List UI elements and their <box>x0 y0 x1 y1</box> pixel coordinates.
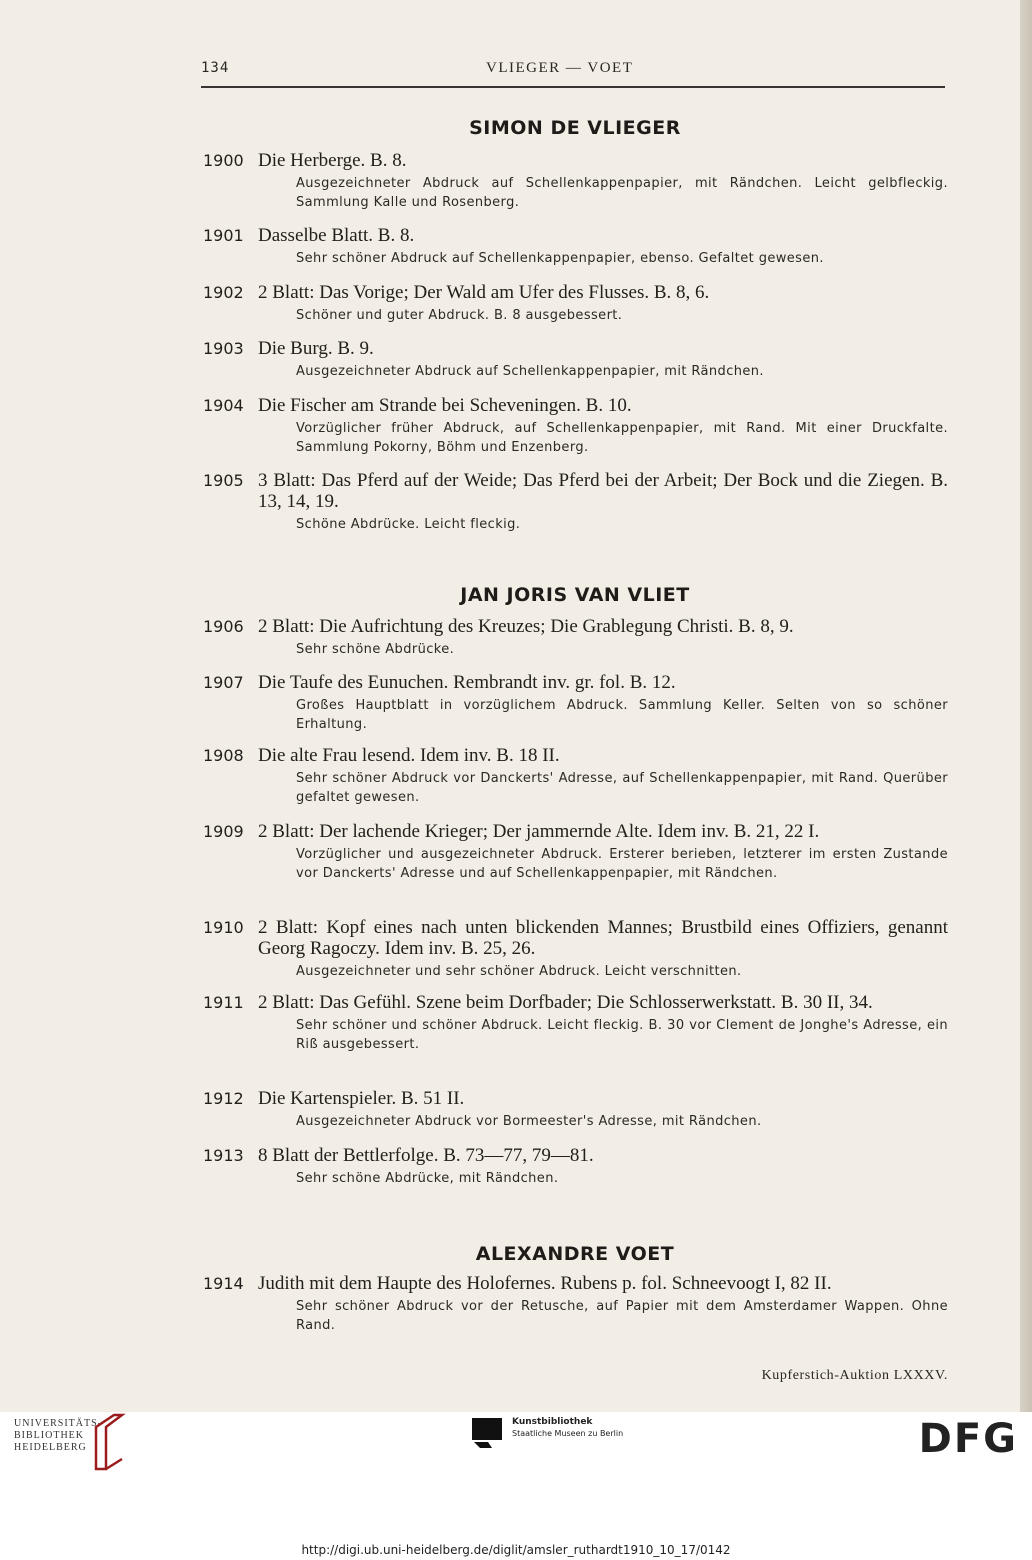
lot-note: Schöner und guter Abdruck. B. 8 ausgebessert. <box>296 308 623 323</box>
page-header <box>201 60 945 82</box>
auction-footer-note: Kupferstich-Auktion LXXXV. <box>761 1368 948 1383</box>
section-heading-van-vliet: JAN JORIS VAN VLIET <box>460 584 690 606</box>
lot-note: Sehr schöne Abdrücke. <box>296 642 455 657</box>
lot-title: 2 Blatt: Die Aufrichtung des Kreuzes; Die Grablegung Christi. B. 8, 9. <box>258 616 794 637</box>
lot-title: 8 Blatt der Bettlerfolge. B. 73—77, 79—81. <box>258 1145 594 1166</box>
lot-number: 1910 <box>203 918 244 937</box>
lot-title: Die Fischer am Strande bei Scheveningen. B. 10. <box>258 395 632 416</box>
lot-title: 2 Blatt: Das Gefühl. Szene beim Dorfbader; Die Schlosserwerkstatt. B. 30 II, 34. <box>258 992 873 1013</box>
lot-entry <box>203 1273 948 1335</box>
section-heading-voet: ALEXANDRE VOET <box>475 1243 675 1265</box>
page-number: 134 <box>201 60 230 76</box>
lot-entry <box>203 992 948 1054</box>
university-line: UNIVERSITÄTS- <box>14 1418 102 1429</box>
lot-note: Ausgezeichneter Abdruck auf Schellenkappenpapier, mit Rändchen. <box>296 364 764 379</box>
kunstbibliothek-name: Kunstbibliothek <box>512 1417 593 1427</box>
lot-title: Die Taufe des Eunuchen. Rembrandt inv. gr. fol. B. 12. <box>258 672 676 693</box>
lot-entry <box>203 672 948 734</box>
lot-note: Vorzüglicher früher Abdruck, auf Schellenkappenpapier, mit Rand. Mit einer Druckfalte. Sammlung Pokorny, Böhm und Enzenberg. <box>296 421 948 455</box>
university-library-text <box>14 1418 102 1454</box>
lot-note: Sehr schöner Abdruck auf Schellenkappenpapier, ebenso. Gefaltet gewesen. <box>296 251 824 266</box>
lot-number: 1906 <box>203 617 244 636</box>
lot-title: 2 Blatt: Kopf eines nach unten blickenden Mannes; Brustbild eines Offiziers, genannt Georg Ragoczy. Idem inv. B. 25, 26. <box>258 917 948 959</box>
lot-entry <box>203 616 948 659</box>
lot-number: 1913 <box>203 1146 244 1165</box>
lot-note: Schöne Abdrücke. Leicht fleckig. <box>296 517 521 532</box>
lot-note: Ausgezeichneter und sehr schöner Abdruck. Leicht verschnitten. <box>296 964 742 979</box>
running-title: VLIEGER — VOET <box>486 60 634 76</box>
lot-number: 1901 <box>203 226 244 245</box>
lot-entry <box>203 821 948 883</box>
header-rule <box>201 86 945 88</box>
kunstbibliothek-text <box>512 1416 623 1440</box>
lot-entry <box>203 225 948 268</box>
lot-entry <box>203 1145 948 1188</box>
lot-note: Sehr schöner Abdruck vor Danckerts' Adresse, auf Schellenkappenpapier, mit Rand. Querüber gefaltet gewesen. <box>296 771 948 805</box>
source-url[interactable]: http://digi.ub.uni-heidelberg.de/diglit/amsler_ruthardt1910_10_17/0142 <box>301 1543 731 1557</box>
lot-number: 1908 <box>203 746 244 765</box>
lot-note: Ausgezeichneter Abdruck auf Schellenkappenpapier, mit Rändchen. Leicht gelbfleckig. Sammlung Kalle und Rosenberg. <box>296 176 948 210</box>
lot-entry <box>203 150 948 212</box>
kunstbibliothek-subtitle: Staatliche Museen zu Berlin <box>512 1429 624 1438</box>
university-line: BIBLIOTHEK <box>14 1430 84 1441</box>
lot-number: 1911 <box>203 993 244 1012</box>
dfg-logo: DFG <box>918 1416 1018 1462</box>
lot-entry <box>203 917 948 981</box>
lot-number: 1902 <box>203 283 244 302</box>
lot-title: Die alte Frau lesend. Idem inv. B. 18 II. <box>258 745 560 766</box>
lot-number: 1904 <box>203 396 244 415</box>
lot-note: Vorzüglicher und ausgezeichneter Abdruck. Ersterer berieben, letzterer im ersten Zustande vor Danckerts' Adresse und auf Schellenkappenpapier, mit Rändchen. <box>296 847 948 881</box>
lot-number: 1907 <box>203 673 244 692</box>
lot-title: 2 Blatt: Der lachende Krieger; Der jammernde Alte. Idem inv. B. 21, 22 I. <box>258 821 820 842</box>
lot-entry <box>203 282 948 325</box>
lot-title: Die Herberge. B. 8. <box>258 150 407 171</box>
university-line: HEIDELBERG <box>14 1442 87 1453</box>
lot-title: Dasselbe Blatt. B. 8. <box>258 225 415 246</box>
lot-entry <box>203 395 948 457</box>
section-heading-vlieger: SIMON DE VLIEGER <box>469 117 681 139</box>
lot-note: Sehr schöne Abdrücke, mit Rändchen. <box>296 1171 559 1186</box>
lot-title: Die Kartenspieler. B. 51 II. <box>258 1088 465 1109</box>
lot-number: 1905 <box>203 471 244 490</box>
page-edge-shadow <box>1020 0 1032 1412</box>
lot-note: Sehr schöner und schöner Abdruck. Leicht fleckig. B. 30 vor Clement de Jonghe's Adresse, ein Riß ausgebessert. <box>296 1018 948 1052</box>
lot-title: 3 Blatt: Das Pferd auf der Weide; Das Pferd bei der Arbeit; Der Bock und die Ziegen. B. 13, 14, 19. <box>258 470 948 512</box>
lot-title: Die Burg. B. 9. <box>258 338 374 359</box>
institution-bar <box>0 1412 1032 1542</box>
lot-title: 2 Blatt: Das Vorige; Der Wald am Ufer des Flusses. B. 8, 6. <box>258 282 710 303</box>
lot-note: Sehr schöner Abdruck vor der Retusche, auf Papier mit dem Amsterdamer Wappen. Ohne Rand. <box>296 1299 948 1333</box>
lot-number: 1900 <box>203 151 244 170</box>
lot-entry <box>203 745 948 807</box>
lot-number: 1909 <box>203 822 244 841</box>
lot-entry <box>203 470 948 534</box>
kunstbibliothek-logo-icon <box>470 1416 504 1450</box>
lot-number: 1912 <box>203 1089 244 1108</box>
lot-note: Großes Hauptblatt in vorzüglichem Abdruck. Sammlung Keller. Selten von so schöner Erhaltung. <box>296 698 948 732</box>
lot-entry <box>203 1088 948 1131</box>
lot-title: Judith mit dem Haupte des Holofernes. Rubens p. fol. Schneevoogt I, 82 II. <box>258 1273 832 1294</box>
university-logo-icon <box>92 1413 126 1473</box>
lot-number: 1914 <box>203 1274 244 1293</box>
lot-entry <box>203 338 948 381</box>
lot-number: 1903 <box>203 339 244 358</box>
lot-note: Ausgezeichneter Abdruck vor Bormeester's Adresse, mit Rändchen. <box>296 1114 762 1129</box>
